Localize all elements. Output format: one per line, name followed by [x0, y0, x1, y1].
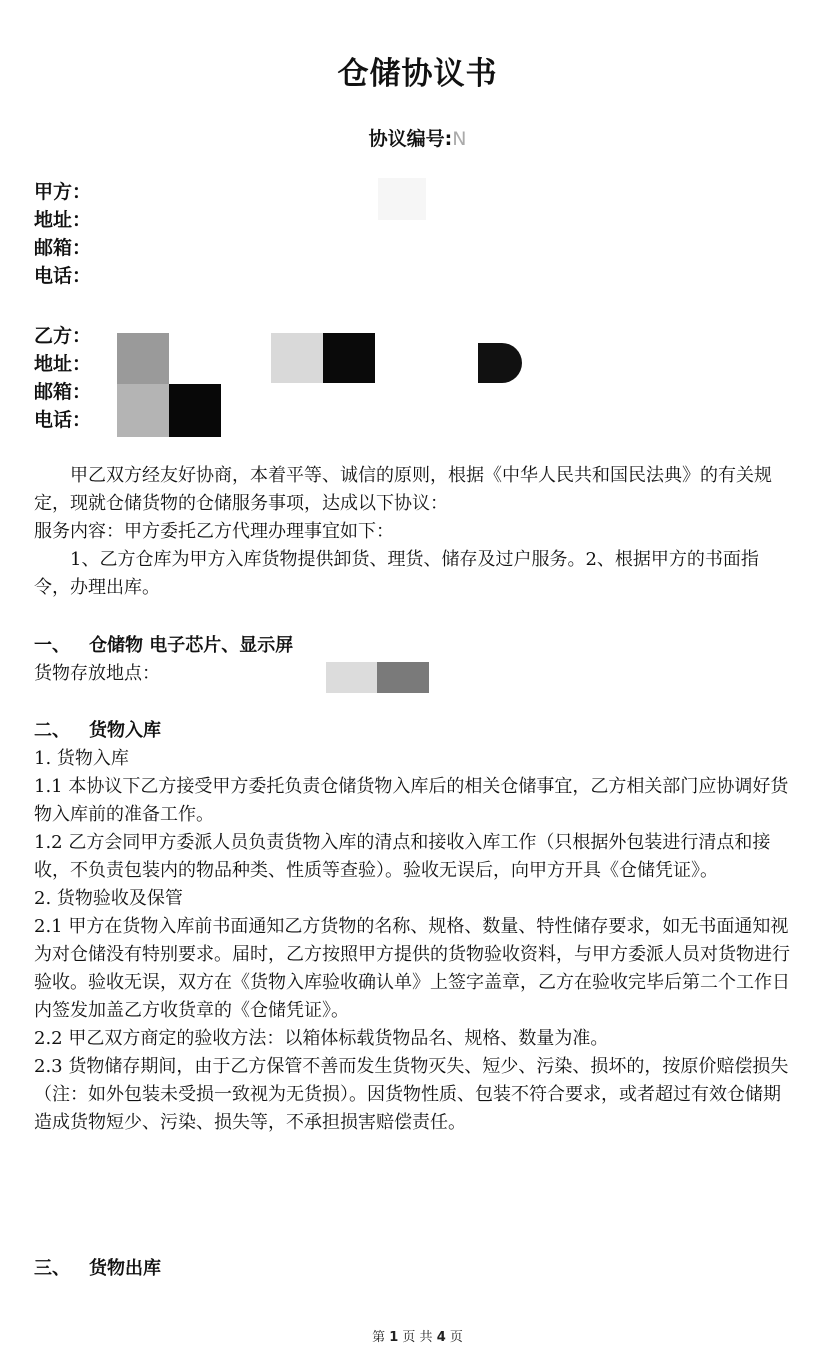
redaction-block — [117, 384, 169, 437]
contract-number-value: N — [452, 128, 467, 150]
section-3-number: 三、 — [34, 1258, 70, 1279]
service-content: 服务内容：甲方委托乙方代理办理事宜如下： — [34, 521, 394, 542]
footer-prefix: 第 — [372, 1330, 386, 1345]
section-2-number: 二、 — [34, 720, 70, 741]
document-title: 仓储协议书 — [337, 56, 498, 92]
contract-number-label: 协议编号: — [368, 128, 453, 150]
storage-location-label: 货物存放地点： — [34, 663, 160, 684]
clause-line: 1.2 乙方会同甲方委派人员负责货物入库的清点和接收入库工作（只根据外包装进行清点和接收，不负责包装内的物品种类、性质等查验）。验收无误后，向甲方开具《仓储凭证》。 — [34, 832, 771, 881]
contract-number — [0, 124, 835, 151]
footer-middle: 页 共 — [402, 1330, 433, 1345]
section-3-heading — [34, 1255, 794, 1283]
section-2-heading — [34, 717, 794, 745]
clause-line: 2.1 甲方在货物入库前书面通知乙方货物的名称、规格、数量、特性储存要求，如无书面通知视为对仓储没有特别要求。届时，乙方按照甲方提供的货物验收资料，与甲方委派人员对货物进行验收。验收无误，双方在《货物入库验收确认单》上签字盖章，乙方在验收完毕后第二个工作日内签发加盖乙方收货章的《仓储凭证》。 — [34, 916, 790, 1021]
party-a-name-label: 甲方： — [34, 181, 92, 203]
party-a-email-label: 邮箱： — [34, 237, 92, 259]
redaction-block — [169, 384, 221, 437]
party-b-address-label: 地址： — [34, 353, 92, 375]
redaction-block — [326, 662, 377, 693]
redaction-block — [117, 333, 169, 385]
section-1-title: 仓储物 电子芯片、显示屏 — [89, 635, 294, 656]
service-items: 1、乙方仓库为甲方入库货物提供卸货、理货、储存及过户服务。2、根据甲方的书面指令，办理出库。 — [34, 549, 759, 598]
clause-line: 2. 货物验收及保管 — [34, 888, 183, 909]
redaction-block — [271, 333, 323, 383]
page-footer — [0, 1326, 835, 1345]
clause-line: 2.2 甲乙双方商定的验收方法：以箱体标载货物品名、规格、数量为准。 — [34, 1028, 609, 1049]
intro-section — [34, 462, 794, 602]
clause-line: 2.3 货物储存期间，由于乙方保管不善而发生货物灭失、短少、污染、损坏的，按原价赔偿损失（注：如外包装未受损一致视为无货损）。因货物性质、包装不符合要求，或者超过有效仓储期造成货物短少、污染、损失等，不承担损害赔偿责任。 — [34, 1056, 789, 1133]
clause-line: 1.1 本协议下乙方接受甲方委托负责仓储货物入库后的相关仓储事宜，乙方相关部门应协调好货物入库前的准备工作。 — [34, 776, 789, 825]
party-b-email-label: 邮箱： — [34, 381, 92, 403]
section-1-number: 一、 — [34, 635, 70, 656]
section-3-title: 货物出库 — [89, 1258, 161, 1279]
section-3 — [34, 1255, 794, 1283]
redaction-block — [323, 333, 375, 383]
footer-suffix: 页 — [449, 1330, 463, 1345]
party-b-phone-label: 电话： — [34, 409, 92, 431]
section-2-title: 货物入库 — [89, 720, 161, 741]
clause-line: 1. 货物入库 — [34, 748, 129, 769]
section-1-heading — [34, 632, 794, 660]
party-a-block — [34, 178, 91, 290]
party-b-block — [34, 322, 91, 434]
section-2 — [34, 717, 794, 1137]
party-a-address-label: 地址： — [34, 209, 92, 231]
redaction-mark — [378, 178, 426, 220]
redaction-block — [377, 662, 429, 693]
total-page-number: 4 — [436, 1330, 446, 1345]
party-b-name-label: 乙方： — [34, 325, 92, 347]
intro-paragraph: 甲乙双方经友好协商，本着平等、诚信的原则，根据《中华人民共和国民法典》的有关规定，现就仓储货物的仓储服务事项，达成以下协议： — [34, 465, 772, 514]
party-a-phone-label: 电话： — [34, 265, 92, 287]
redaction-block — [478, 343, 522, 383]
current-page-number: 1 — [389, 1330, 399, 1345]
